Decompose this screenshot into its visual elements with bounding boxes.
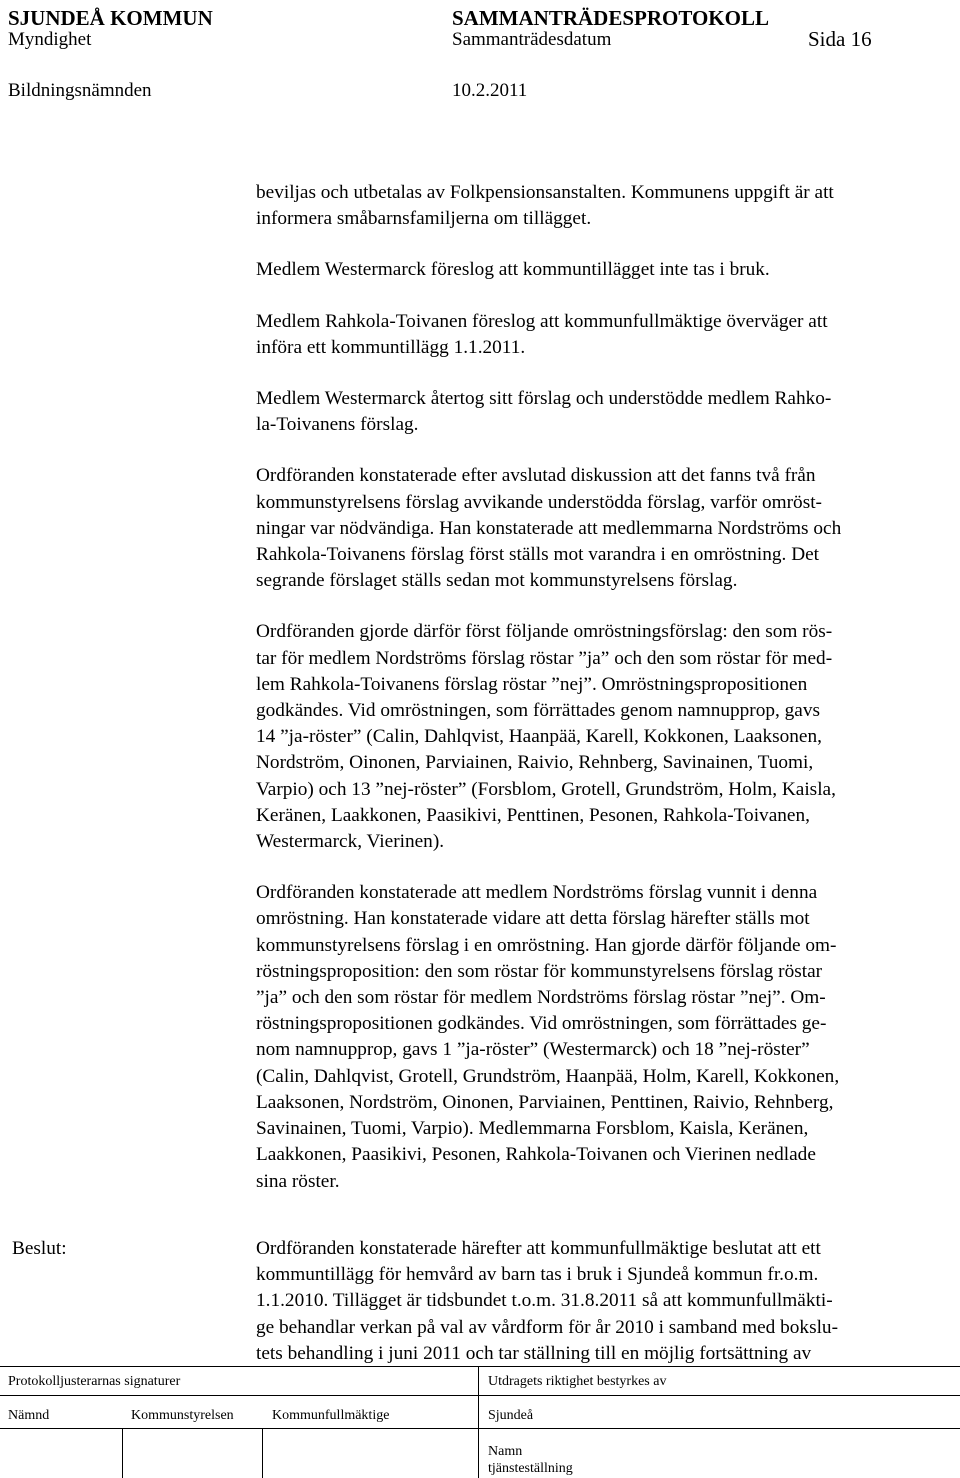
- authority-label: Myndighet: [8, 29, 92, 50]
- place: Sjundeå: [488, 1408, 534, 1423]
- column-kommunstyrelsen: Kommunstyrelsen: [131, 1408, 234, 1423]
- protocol-body: [256, 180, 946, 1220]
- signature-footer: [0, 1366, 960, 1478]
- paragraph-line: kommunstyrelsens förslag avvikande understödda förslag, varför omröst-: [256, 491, 822, 513]
- paragraph: [256, 463, 946, 594]
- decision-line: 1.1.2010. Tillägget är tidsbundet t.o.m. 31.8.2011 så att kommunfullmäkti-: [256, 1290, 833, 1312]
- authority-name: Bildningsnämnden: [8, 80, 152, 101]
- meeting-date: 10.2.2011: [452, 80, 528, 101]
- paragraph-line: Savinainen, Tuomi, Varpio). Medlemmarna Forsblom, Kaisla, Keränen,: [256, 1118, 809, 1140]
- paragraph-line: röstningsproposition: den som röstar för kommunstyrelsens förslag röstar: [256, 960, 823, 982]
- paragraph-line: kommunstyrelsens förslag i en omröstning. Han gjorde därför följande om-: [256, 934, 837, 956]
- paragraph-line: la-Toivanens förslag.: [256, 414, 419, 436]
- paragraph-line: Medlem Westermarck föreslog att kommuntillägget inte tas i bruk.: [256, 259, 770, 281]
- paragraph: [256, 309, 946, 361]
- paragraph-line: godkändes. Vid omröstningen, som förrättades genom namnupprop, gavs: [256, 700, 820, 722]
- paragraph-line: Laakkonen, Paasikivi, Pesonen, Rahkola-Toivanen och Vierinen nedlade: [256, 1144, 816, 1166]
- paragraph: [256, 386, 946, 438]
- paragraph-line: tar för medlem Nordströms förslag röstar ”ja” och den som röstar för med-: [256, 647, 833, 669]
- position-label: tjänsteställning: [488, 1461, 573, 1476]
- decision-line: kommuntillägg för hemvård av barn tas i bruk i Sjundeå kommun fr.o.m.: [256, 1264, 819, 1286]
- paragraph-line: informera småbarnsfamiljerna om tillägget.: [256, 208, 592, 230]
- paragraph: [256, 180, 946, 232]
- excerpt-label: Utdragets riktighet bestyrkes av: [488, 1374, 667, 1389]
- paragraph-line: Ordföranden konstaterade efter avslutad diskussion att det fanns två från: [256, 465, 816, 487]
- paragraph-line: sina röster.: [256, 1170, 340, 1192]
- paragraph-line: (Calin, Dahlqvist, Grotell, Grundström, Haanpää, Holm, Karell, Kokkonen,: [256, 1065, 840, 1087]
- decision-label: Beslut:: [12, 1238, 67, 1259]
- paragraph-line: segrande förslaget ställs sedan mot kommunstyrelsens förslag.: [256, 570, 738, 592]
- document-type: SAMMANTRÄDESPROTOKOLL: [452, 6, 769, 30]
- paragraph-line: Keränen, Laakkonen, Paasikivi, Penttinen, Pesonen, Rahkola-Toivanen,: [256, 804, 810, 826]
- paragraph-line: röstningspropositionen godkändes. Vid omröstningen, som förrättades ge-: [256, 1013, 827, 1035]
- paragraph-line: 14 ”ja-röster” (Calin, Dahlqvist, Haanpää, Karell, Kokkonen, Laaksonen,: [256, 726, 822, 748]
- paragraph-line: Varpio) och 13 ”nej-röster” (Forsblom, Grotell, Grundström, Holm, Kaisla,: [256, 778, 836, 800]
- paragraph-line: ”ja” och den som röstar för medlem Nordströms förslag röstar ”nej”. Om-: [256, 987, 826, 1009]
- column-namnd: Nämnd: [8, 1408, 50, 1423]
- decision-line: Ordföranden konstaterade härefter att kommunfullmäktige beslutat att ett: [256, 1238, 821, 1259]
- paragraph-line: införa ett kommuntillägg 1.1.2011.: [256, 336, 526, 358]
- paragraph: [256, 257, 946, 283]
- signatures-label: Protokolljusterarnas signaturer: [8, 1374, 181, 1389]
- paragraph-line: Westermarck, Vierinen).: [256, 831, 445, 853]
- column-kommunfullmaktige: Kommunfullmäktige: [272, 1408, 390, 1423]
- name-label: Namn: [488, 1444, 523, 1459]
- decision-line: tets behandling i juni 2011 och tar ställning till en möjlig fortsättning av: [256, 1342, 812, 1364]
- page-number: Sida 16: [808, 27, 872, 51]
- paragraph-line: Ordföranden konstaterade att medlem Nordströms förslag vunnit i denna: [256, 882, 818, 904]
- paragraph-line: nom namnupprop, gavs 1 ”ja-röster” (Westermarck) och 18 ”nej-röster”: [256, 1039, 810, 1061]
- paragraph-line: Rahkola-Toivanens förslag först ställs mot varandra i en omröstning. Det: [256, 544, 820, 566]
- paragraph-line: Medlem Rahkola-Toivanen föreslog att kommunfullmäktige överväger att: [256, 310, 828, 332]
- paragraph-line: Nordström, Oinonen, Parviainen, Raivio, Rehnberg, Savinainen, Tuomi,: [256, 752, 814, 774]
- paragraph-line: Ordföranden gjorde därför först följande omröstningsförslag: den som rös-: [256, 621, 833, 643]
- paragraph-line: Laaksonen, Nordström, Oinonen, Parviainen, Penttinen, Raivio, Rehnberg,: [256, 1091, 834, 1113]
- paragraph-line: ningar var nödvändiga. Han konstaterade att medlemmarna Nordströms och: [256, 517, 842, 539]
- paragraph-line: lem Rahkola-Toivanens förslag röstar ”nej”. Omröstningspropositionen: [256, 673, 808, 695]
- paragraph: [256, 880, 946, 1194]
- org-name: SJUNDEÅ KOMMUN: [8, 6, 213, 30]
- decision-line: ge behandlar verkan på val av vårdform för år 2010 i samband med bokslu-: [256, 1316, 838, 1338]
- paragraph-line: beviljas och utbetalas av Folkpensionsanstalten. Kommunens uppgift är att: [256, 182, 834, 203]
- paragraph-line: Medlem Westermarck återtog sitt förslag och understödde medlem Rahko-: [256, 388, 832, 410]
- meeting-date-label: Sammanträdesdatum: [452, 29, 612, 50]
- paragraph: [256, 619, 946, 855]
- paragraph-line: omröstning. Han konstaterade vidare att detta förslag härefter ställs mot: [256, 908, 810, 930]
- decision-text: [256, 1236, 946, 1367]
